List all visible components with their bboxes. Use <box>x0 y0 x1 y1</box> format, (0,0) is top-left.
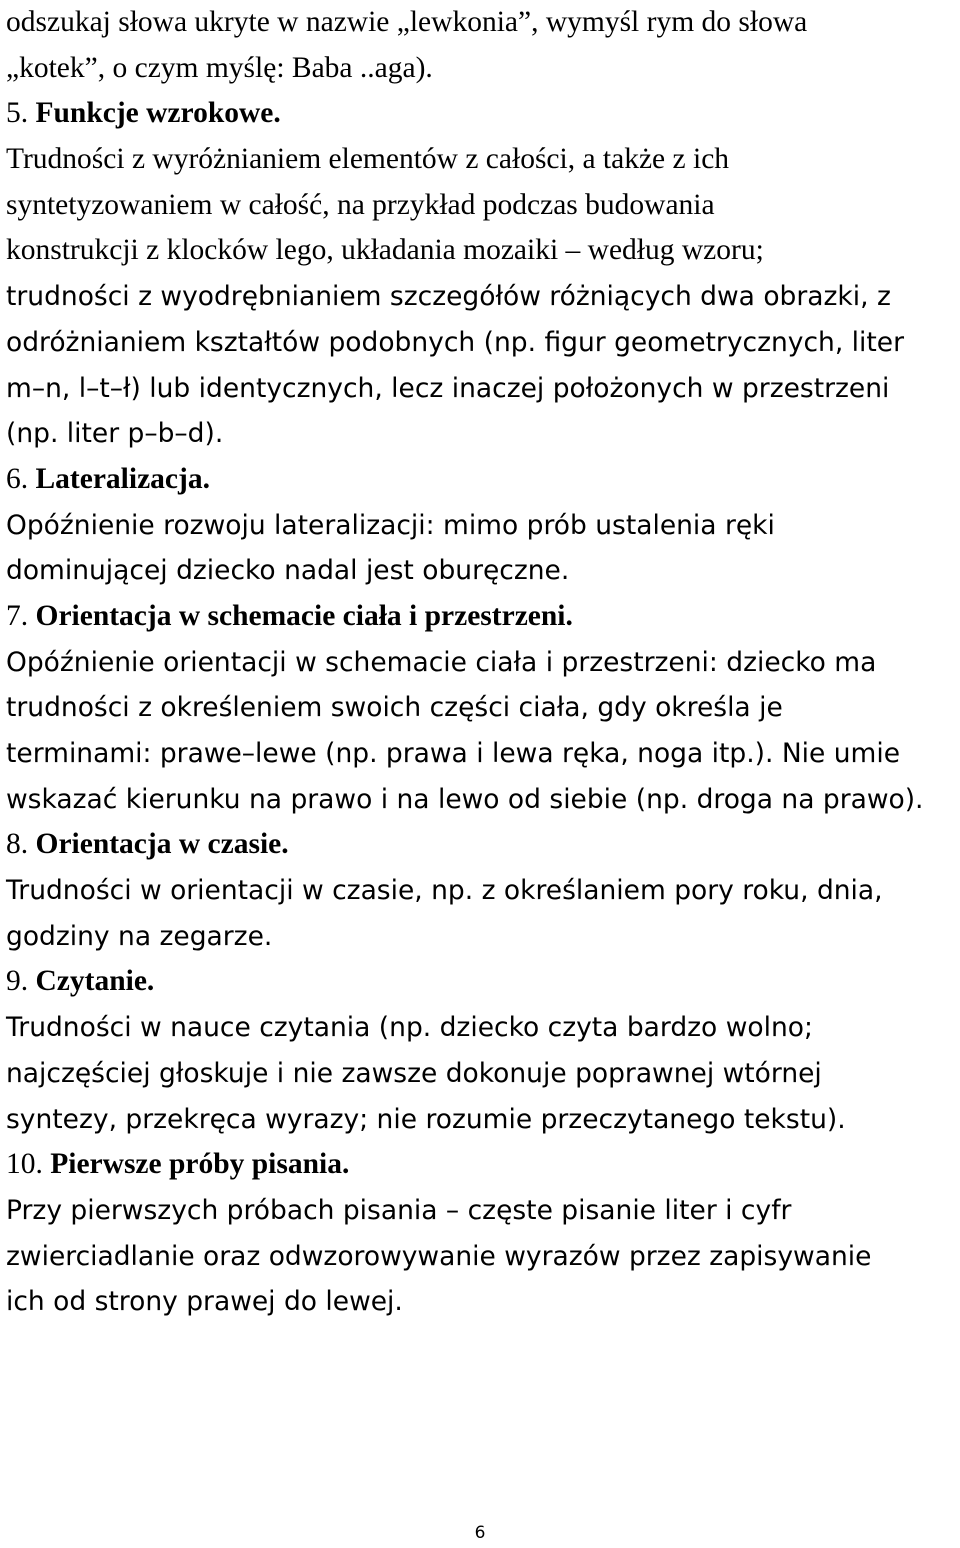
text-line: Opóźnienie rozwoju lateralizacji: mimo prób ustalenia ręki <box>6 509 775 541</box>
section-title: Pierwsze próby pisania. <box>50 1148 350 1181</box>
section-heading <box>6 91 954 137</box>
text-line: „kotek”, o czym myślę: Baba ..aga). <box>6 51 433 84</box>
text-line: odszukaj słowa ukryte w nazwie „lewkonia”, wymyśl rym do słowa <box>6 6 808 38</box>
text-line: trudności z wyodrębnianiem szczegółów różniących dwa obrazki, z <box>6 281 891 313</box>
section-title: Czytanie. <box>35 965 155 998</box>
section-heading <box>6 457 954 503</box>
text-line: (np. liter p–b–d). <box>6 418 224 450</box>
section-number: 5. <box>6 97 36 130</box>
text-line: Trudności z wyróżnianiem elementów z całości, a także z ich <box>6 143 730 176</box>
text-line: Trudności w orientacji w czasie, np. z określaniem pory roku, dnia, <box>6 875 883 907</box>
text-line: wskazać kierunku na prawo i na lewo od siebie (np. droga na prawo). <box>6 783 924 815</box>
section-title: Lateralizacja. <box>35 462 210 495</box>
text-line: Trudności w nauce czytania (np. dziecko czyta bardzo wolno; <box>6 1012 813 1044</box>
section-number: 10. <box>6 1148 51 1181</box>
section-number: 7. <box>6 599 36 632</box>
text-line: syntezy, przekręca wyrazy; nie rozumie przeczytanego tekstu). <box>6 1103 846 1135</box>
section-heading <box>6 959 954 1005</box>
section-title: Orientacja w czasie. <box>35 828 289 861</box>
text-line: Opóźnienie orientacji w schemacie ciała i przestrzeni: dziecko ma <box>6 646 877 678</box>
text-line: dominującej dziecko nadal jest oburęczne. <box>6 555 570 587</box>
section-heading <box>6 822 954 868</box>
section-number: 6. <box>6 462 36 495</box>
text-line: trudności z określeniem swoich części ciała, gdy określa je <box>6 692 783 724</box>
text-line: konstrukcji z klocków lego, układania mozaiki – według wzoru; <box>6 234 764 267</box>
section-title: Orientacja w schemacie ciała i przestrzeni. <box>35 599 573 632</box>
text-line: m–n, l–t–ł) lub identycznych, lecz inaczej położonych w przestrzeni <box>6 372 890 404</box>
text-line: zwierciadlanie oraz odwzorowywanie wyrazów przez zapisywanie <box>6 1240 872 1272</box>
page-number: 6 <box>474 1523 486 1543</box>
text-line: najczęściej głoskuje i nie zawsze dokonuje poprawnej wtórnej <box>6 1057 822 1089</box>
text-line: ich od strony prawej do lewej. <box>6 1286 403 1318</box>
text-line: terminami: prawe–lewe (np. prawa i lewa ręka, noga itp.). Nie umie <box>6 738 901 769</box>
document-page <box>6 0 954 1325</box>
section-heading <box>6 1142 954 1188</box>
text-line: odróżnianiem kształtów podobnych (np. figur geometrycznych, liter <box>6 326 904 358</box>
text-line: syntetyzowaniem w całość, na przykład podczas budowania <box>6 188 715 221</box>
text-line: Przy pierwszych próbach pisania – częste pisanie liter i cyfr <box>6 1194 792 1226</box>
section-number: 9. <box>6 965 36 998</box>
section-title: Funkcje wzrokowe. <box>35 97 281 130</box>
section-number: 8. <box>6 828 36 861</box>
text-line: godziny na zegarze. <box>6 920 273 952</box>
section-heading <box>6 594 954 640</box>
